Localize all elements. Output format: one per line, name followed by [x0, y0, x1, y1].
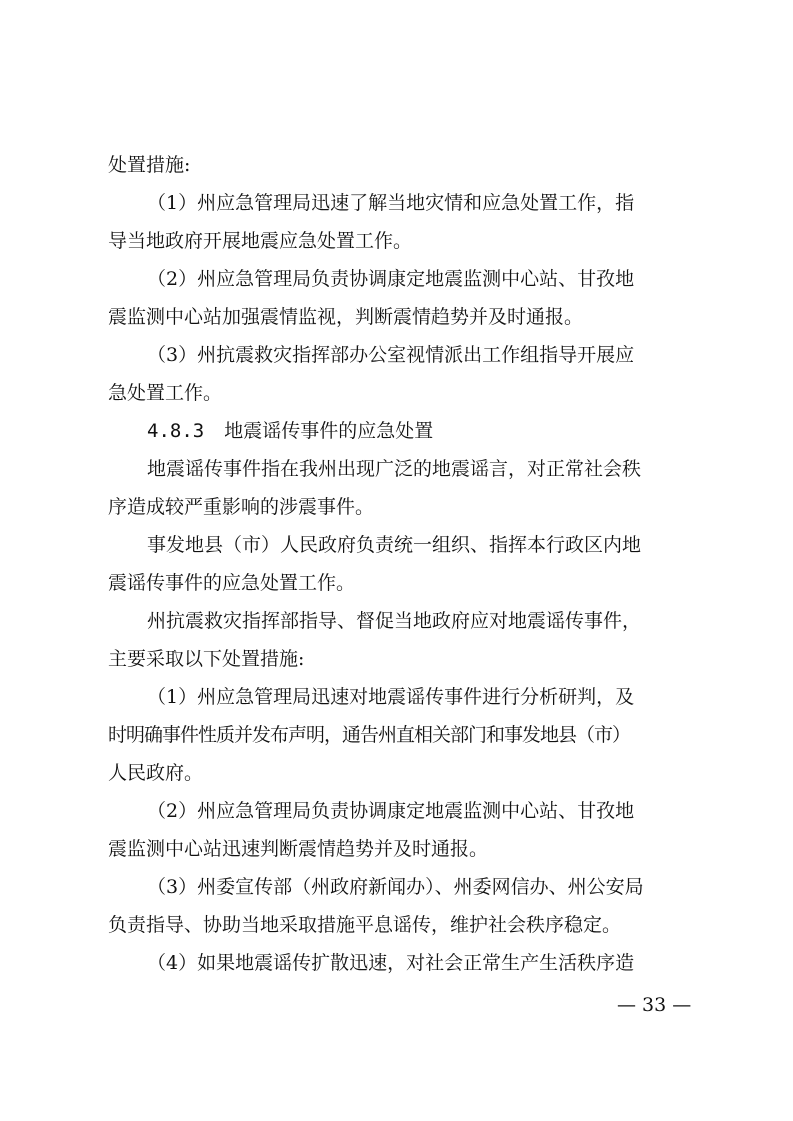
text-line: （3）州委宣传部（州政府新闻办）、州委网信办、州公安局: [147, 876, 644, 898]
text-line: （1）州应急管理局迅速了解当地灾情和应急处置工作，指: [147, 192, 635, 214]
text-line: 震谣传事件的应急处置工作。: [108, 572, 356, 594]
text-line: （2）州应急管理局负责协调康定地震监测中心站、甘孜地: [147, 800, 635, 822]
text-line: （3）州抗震救灾指挥部办公室视情派出工作组指导开展应: [147, 344, 635, 366]
section-heading: [147, 419, 698, 443]
text-line: （1）州应急管理局迅速对地震谣传事件进行分析研判，及: [147, 686, 635, 708]
text-line: 序造成较严重影响的涉震事件。: [108, 496, 375, 518]
text-line: 事发地县（市）人民政府负责统一组织、指挥本行政区内地: [147, 534, 642, 556]
text-line: 负责指导、协助当地采取措施平息谣传，维护社会秩序稳定。: [108, 914, 622, 936]
text-line: 震监测中心站迅速判断震情趋势并及时通报。: [108, 838, 489, 860]
text-line: 时明确事件性质并发布声明，通告州直相关部门和事发地县（市）: [108, 724, 631, 746]
section-title: 地震谣传事件的应急处置: [224, 420, 434, 442]
text-line: 急处置工作。: [108, 382, 223, 404]
page-number: — 33 —: [617, 994, 692, 1016]
text-line: 州抗震救灾指挥部指导、督促当地政府应对地震谣传事件，: [147, 610, 642, 632]
text-line: 处置措施:: [108, 154, 191, 176]
text-line: 地震谣传事件指在我州出现广泛的地震谣言，对正常社会秩: [147, 458, 642, 480]
text-line: 震监测中心站加强震情监视，判断震情趋势并及时通报。: [108, 306, 584, 328]
text-line: 人民政府。: [108, 762, 204, 784]
text-line: 导当地政府开展地震应急处置工作。: [108, 230, 413, 252]
section-number: 4.8.3: [147, 420, 205, 442]
text-line: （4）如果地震谣传扩散迅速，对社会正常生产生活秩序造: [147, 952, 635, 974]
text-line: 主要采取以下处置措施:: [108, 648, 305, 670]
text-line: （2）州应急管理局负责协调康定地震监测中心站、甘孜地: [147, 268, 635, 290]
